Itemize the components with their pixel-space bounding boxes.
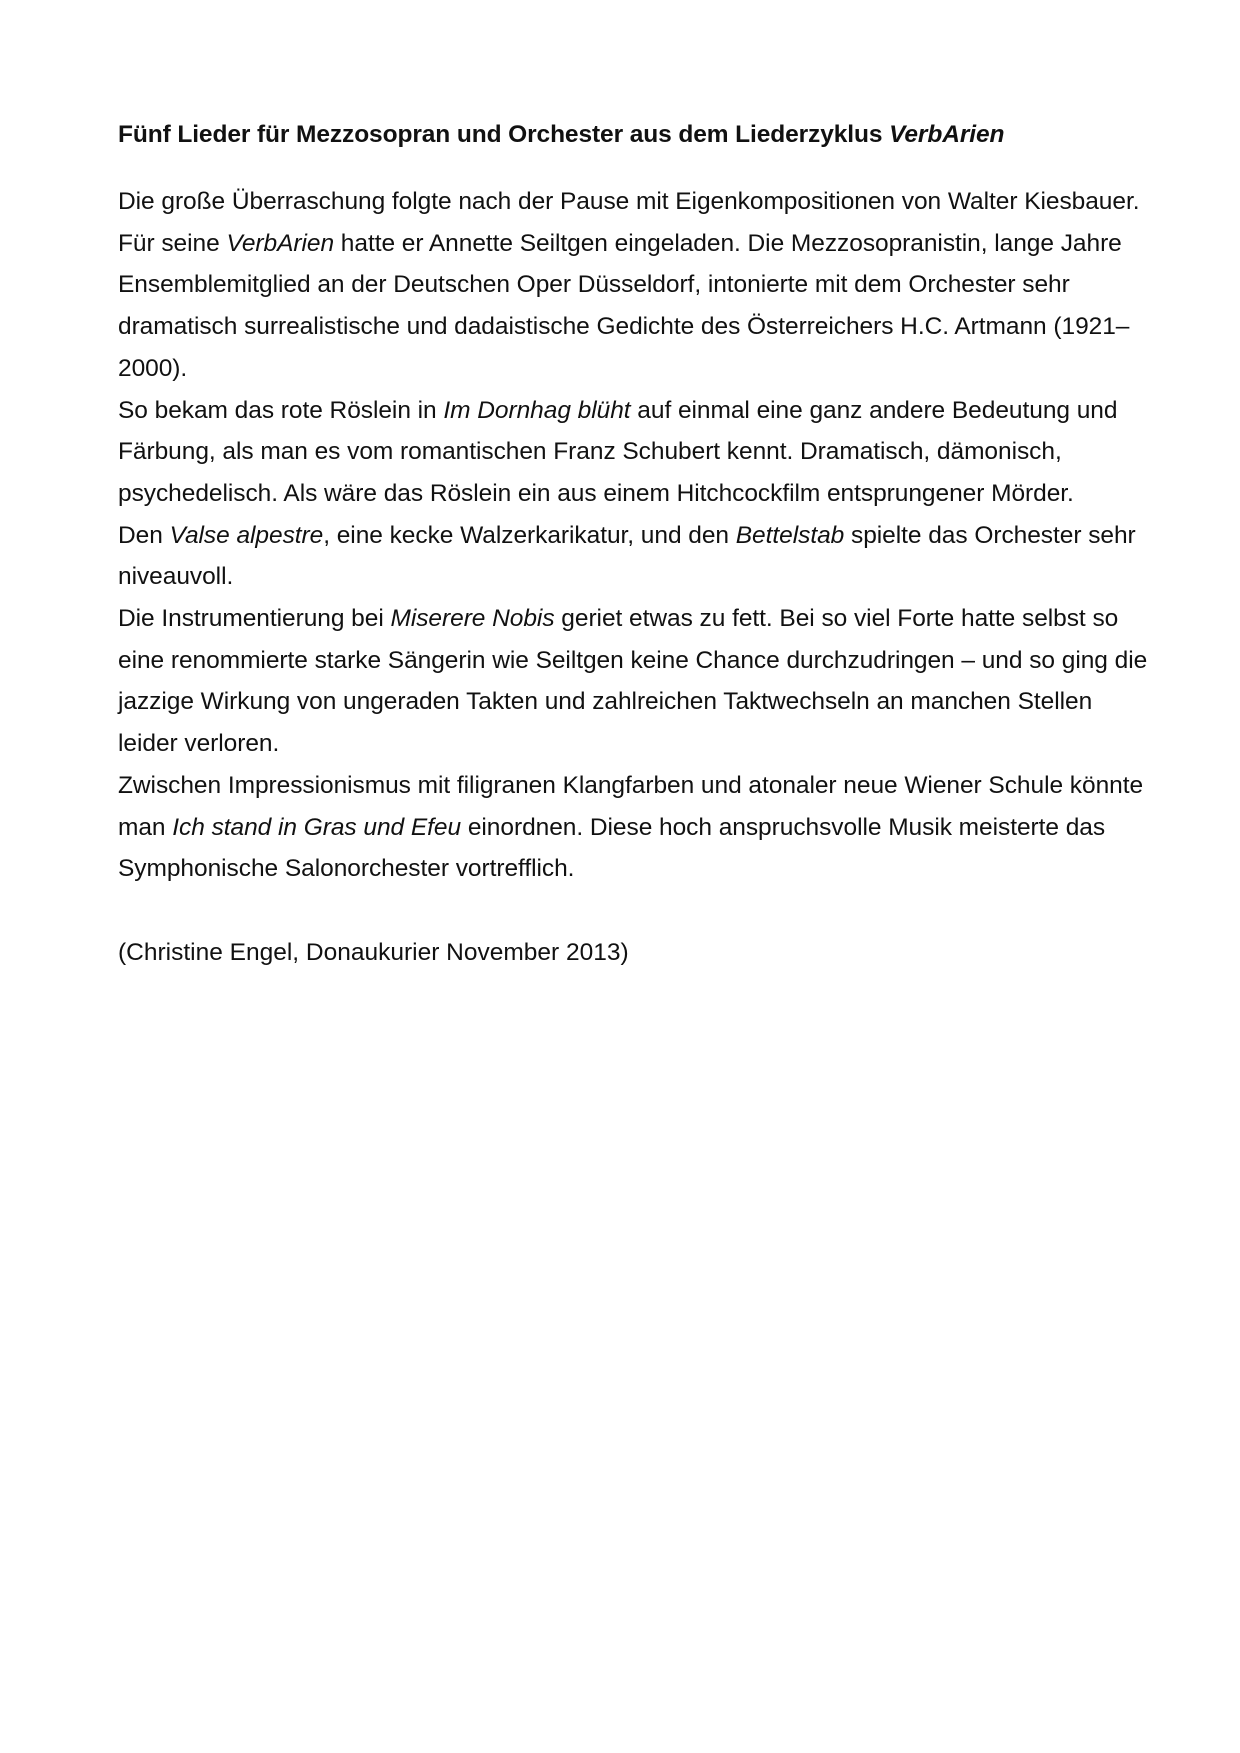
title-main: Fünf Lieder für Mezzosopran und Orchester aus dem Liederzyklus — [118, 121, 890, 148]
paragraph-3 — [118, 515, 1148, 598]
paragraph-4-work-title: Miserere Nobis — [390, 605, 555, 633]
paragraph-1-part-1: Die große Überraschung folgte nach der Pause mit Eigenkompositionen von Walter Kiesbauer. Für seine — [118, 188, 1140, 257]
paragraph-5-work-title: Ich stand in Gras und Efeu — [172, 813, 462, 841]
paragraph-2-part-1: So bekam das rote Röslein in — [118, 396, 444, 424]
document-page — [118, 118, 1148, 974]
document-title — [118, 118, 1148, 152]
paragraph-3-work-title-2: Bettelstab — [735, 521, 845, 549]
paragraph-4-part-1: Die Instrumentierung bei — [118, 605, 391, 633]
paragraph-3-part-3: , eine kecke Walzerkarikatur, und den — [323, 521, 736, 549]
paragraph-5-part-3: einordnen. Diese hoch anspruchsvolle Musik meisterte das Symphonische Salonorchester vortrefflich. — [118, 813, 1106, 883]
paragraph-5-part-1: Zwischen Impressionismus mit filigranen Klangfarben und atonaler neue Wiener Schule könnte man — [118, 771, 1144, 841]
paragraph-5 — [118, 765, 1148, 890]
paragraph-2-part-3: auf einmal eine ganz andere Bedeutung und Färbung, als man es vom romantischen Franz Schubert kennt. Dramatisch, dämonisch, psychedelisch. Als wäre das Röslein ein aus einem Hitchcockfilm entsprungener Mörder. — [118, 396, 1118, 507]
title-emphasis: VerbArien — [889, 121, 1005, 148]
paragraph-3-work-title-1: Valse alpestre — [169, 521, 324, 549]
paragraph-1-work-title: VerbArien — [226, 229, 335, 257]
paragraph-2 — [118, 390, 1148, 515]
paragraph-2-work-title: Im Dornhag blüht — [443, 396, 631, 424]
review-body — [118, 181, 1148, 890]
paragraph-1-part-3: hatte er Annette Seiltgen eingeladen. Die Mezzosopranistin, lange Jahre Ensemblemitglied an der Deutschen Oper Düsseldorf, intonierte mit dem Orchester sehr dramatisch surrealistische und dadaistische Gedichte des Österreichers H.C. Artmann (1921–2000). — [118, 229, 1130, 382]
paragraph-1 — [118, 181, 1148, 390]
paragraph-3-part-5: spielte das Orchester sehr niveauvoll. — [118, 521, 1136, 591]
paragraph-4 — [118, 598, 1148, 765]
paragraph-4-part-3: geriet etwas zu fett. Bei so viel Forte hatte selbst so eine renommierte starke Sängerin wie Seiltgen keine Chance durchzudringen – und so ging die jazzige Wirkung von ungeraden Takten und zahlreichen Taktwechseln an manchen Stellen leider verloren. — [118, 605, 1148, 758]
paragraph-3-part-1: Den — [118, 521, 170, 549]
review-credit: (Christine Engel, Donaukurier November 2013) — [118, 938, 629, 966]
